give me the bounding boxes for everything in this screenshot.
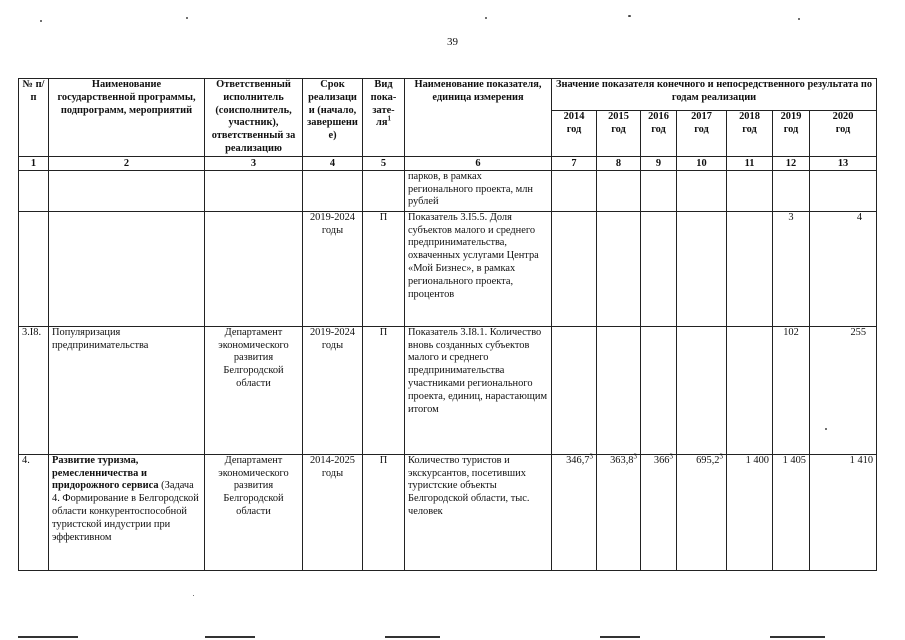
header-col-type [363, 79, 405, 157]
cell-value: $366^3$ [641, 454, 677, 570]
header-year: 2016 год [641, 110, 677, 156]
scan-speck [193, 595, 194, 596]
scan-bottom-edge [0, 634, 905, 640]
header-year: 2014 год [552, 110, 597, 156]
cell-value: 3 [773, 211, 810, 326]
column-number: 6 [405, 156, 552, 170]
header-year: 2017 год [677, 110, 727, 156]
header-col-indicator: Наименование показателя, единица измерения [405, 79, 552, 157]
cell-name [49, 454, 205, 570]
column-number: 13 [810, 156, 877, 170]
cell-value [552, 211, 597, 326]
page-number: 39 [447, 36, 458, 48]
cell-value: 102 [773, 326, 810, 454]
header-col-name: Наименование государственной программы, подпрограмм, мероприятий [49, 79, 205, 157]
header-year: 2020 год [810, 110, 877, 156]
cell-value [677, 211, 727, 326]
cell-name [49, 170, 205, 211]
column-number: 10 [677, 156, 727, 170]
cell-value: 1 405 [773, 454, 810, 570]
header-values-group: Значение показателя конечного и непосредственного результата по годам реализации [552, 79, 877, 111]
cell-term: 2019-2024 годы [303, 211, 363, 326]
scan-edge-mark [18, 636, 78, 638]
scan-edge-mark [600, 636, 640, 638]
column-number: 2 [49, 156, 205, 170]
cell-value [641, 326, 677, 454]
scan-speck [798, 18, 800, 20]
scan-edge-mark [770, 636, 825, 638]
column-number: 7 [552, 156, 597, 170]
header-col-term: Срок реализаци и (начало, завершени е) [303, 79, 363, 157]
cell-value: 1 400 [727, 454, 773, 570]
column-number: 5 [363, 156, 405, 170]
cell-value [641, 170, 677, 211]
cell-term: 2014-2025 годы [303, 454, 363, 570]
cell-no [19, 211, 49, 326]
column-numbers-row [19, 156, 877, 170]
cell-value [552, 170, 597, 211]
cell-value: 695,2$^3$ [677, 454, 727, 570]
column-number: 12 [773, 156, 810, 170]
cell-value [727, 170, 773, 211]
header-year: 2015 год [597, 110, 641, 156]
header-col-type-text: Вид пока-зате-ля [370, 79, 397, 129]
header-year: 2018 год [727, 110, 773, 156]
scan-speck [40, 20, 42, 22]
cell-indicator: Показатель 3.I5.5. Доля субъектов малого и среднего предпринимательства, охваченных услугами Центра «Мой Бизнес», в рамках регионального проекта, процентов [405, 211, 552, 326]
cell-value [773, 170, 810, 211]
table-row [19, 326, 877, 454]
section-title: Развитие туризма, ремесленничества и придорожного сервиса [52, 454, 159, 492]
cell-value [597, 326, 641, 454]
cell-type: П [363, 211, 405, 326]
table-row [19, 454, 877, 570]
footnote-mark: 3 [669, 452, 673, 461]
column-number: 1 [19, 156, 49, 170]
scan-speck [485, 17, 487, 19]
program-table [18, 78, 877, 571]
cell-value [597, 211, 641, 326]
cell-term [303, 170, 363, 211]
scan-edge-mark [385, 636, 440, 638]
cell-executor [205, 211, 303, 326]
scan-speck [186, 17, 188, 19]
header-col-executor: Ответственный исполнитель (соисполнитель, участник), ответственный за реализацию [205, 79, 303, 157]
cell-value: 363,8$^3$ [597, 454, 641, 570]
section-task-text: (Задача 4. Формирование в Белгородской области конкурентоспособной туристской индустрии при эффективном [52, 480, 199, 543]
cell-value [552, 326, 597, 454]
cell-value [597, 170, 641, 211]
cell-term: 2019-2024 годы [303, 326, 363, 454]
footnote-mark: 3 [719, 452, 723, 461]
cell-executor: Департамент экономического развития Белгородской области [205, 454, 303, 570]
header-year: 2019 год [773, 110, 810, 156]
column-number: 4 [303, 156, 363, 170]
cell-type: П [363, 326, 405, 454]
scan-edge-mark [205, 636, 255, 638]
table-row [19, 211, 877, 326]
table-row [19, 170, 877, 211]
cell-type [363, 170, 405, 211]
cell-executor [205, 170, 303, 211]
cell-indicator: Количество туристов и экскурсантов, посетивших туристские объекты Белгородской области, тыс. человек [405, 454, 552, 570]
cell-value [810, 170, 877, 211]
column-number: 3 [205, 156, 303, 170]
cell-value: 255 [810, 326, 877, 454]
header-col-no: № п/п [19, 79, 49, 157]
column-number: 9 [641, 156, 677, 170]
cell-indicator: парков, в рамках регионального проекта, млн рублей [405, 170, 552, 211]
cell-value [727, 211, 773, 326]
cell-no: 4. [19, 454, 49, 570]
cell-name: Популяризация предпринимательства [49, 326, 205, 454]
cell-value [727, 326, 773, 454]
cell-value [677, 170, 727, 211]
column-number: 8 [597, 156, 641, 170]
cell-executor: Департамент экономического развития Белгородской области [205, 326, 303, 454]
footnote-mark: 3 [633, 452, 637, 461]
cell-value [641, 211, 677, 326]
header-row [19, 79, 877, 111]
cell-value: 346,7$^3$ [552, 454, 597, 570]
cell-value [677, 326, 727, 454]
cell-indicator: Показатель 3.I8.1. Количество вновь созданных субъектов малого и среднего предпринимательства участниками регионального проекта, единиц, нарастающим итогом [405, 326, 552, 454]
cell-no [19, 170, 49, 211]
scan-speck [628, 15, 631, 17]
column-number: 11 [727, 156, 773, 170]
footnote-mark: 3 [589, 452, 593, 461]
cell-no: 3.I8. [19, 326, 49, 454]
footnote-mark: 1 [387, 114, 391, 123]
cell-name [49, 211, 205, 326]
cell-type: П [363, 454, 405, 570]
cell-value: 4 [810, 211, 877, 326]
cell-value: 1 410 [810, 454, 877, 570]
